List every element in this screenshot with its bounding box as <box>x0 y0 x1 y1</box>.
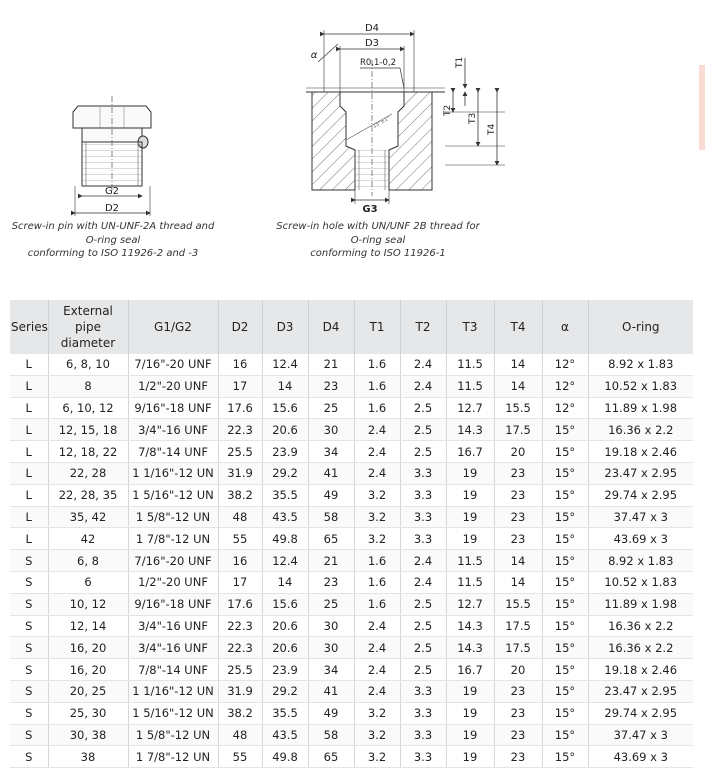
dim-label: G2 <box>104 186 120 197</box>
table-cell: 15.5 <box>494 593 542 615</box>
table-cell: 16.36 x 2.2 <box>588 615 693 637</box>
table-cell: 38 <box>48 746 128 768</box>
column-header: T2 <box>400 300 446 354</box>
table-cell: 23 <box>494 724 542 746</box>
table-cell: 12, 18, 22 <box>48 441 128 463</box>
table-cell: 15° <box>542 746 588 768</box>
table-cell: S <box>10 637 48 659</box>
table-cell: 48 <box>218 724 262 746</box>
table-cell: 49 <box>308 484 354 506</box>
table-cell: 1 7/8"-12 UN <box>128 528 218 550</box>
table-cell: L <box>10 484 48 506</box>
table-cell: 12° <box>542 397 588 419</box>
hole-caption <box>268 220 488 261</box>
table-cell: 19 <box>446 462 494 484</box>
table-cell: S <box>10 746 48 768</box>
table-cell: 3.2 <box>354 506 400 528</box>
table-cell: 3/4"-16 UNF <box>128 419 218 441</box>
table-cell: 23 <box>494 528 542 550</box>
table-cell: 14.3 <box>446 615 494 637</box>
table-cell: 12° <box>542 354 588 375</box>
table-cell: 43.69 x 3 <box>588 528 693 550</box>
table-cell: 34 <box>308 659 354 681</box>
table-cell: S <box>10 571 48 593</box>
table-cell: 20.6 <box>262 637 308 659</box>
table-cell: 8.92 x 1.83 <box>588 354 693 375</box>
table-cell: 15° <box>542 441 588 463</box>
table-cell: 1 1/16"-12 UN <box>128 462 218 484</box>
table-cell: 15° <box>542 550 588 572</box>
table-cell: 23.47 x 2.95 <box>588 462 693 484</box>
dim-label: 15°±1° <box>372 115 392 130</box>
table-cell: 11.89 x 1.98 <box>588 397 693 419</box>
table-cell: 43.5 <box>262 724 308 746</box>
table-cell: 31.9 <box>218 462 262 484</box>
table-cell: 58 <box>308 506 354 528</box>
table-cell: 12, 15, 18 <box>48 419 128 441</box>
table-cell: 25, 30 <box>48 702 128 724</box>
table-cell: 17.6 <box>218 397 262 419</box>
table-cell: 19 <box>446 746 494 768</box>
table-row <box>10 637 693 659</box>
table-cell: 30 <box>308 615 354 637</box>
table-cell: 9/16"-18 UNF <box>128 397 218 419</box>
table-cell: 15° <box>542 484 588 506</box>
dim-label: D4 <box>364 23 380 34</box>
column-header: T1 <box>354 300 400 354</box>
table-cell: 3.2 <box>354 484 400 506</box>
table-cell: 10.52 x 1.83 <box>588 571 693 593</box>
table-cell: 2.4 <box>400 375 446 397</box>
table-cell: 29.2 <box>262 462 308 484</box>
table-cell: 43.69 x 3 <box>588 746 693 768</box>
table-cell: 1 5/8"-12 UN <box>128 724 218 746</box>
table-row <box>10 484 693 506</box>
table-cell: 29.74 x 2.95 <box>588 702 693 724</box>
table-cell: 17 <box>218 375 262 397</box>
table-cell: 35, 42 <box>48 506 128 528</box>
column-header: T4 <box>494 300 542 354</box>
table-cell: 1.6 <box>354 354 400 375</box>
table-cell: 22, 28 <box>48 462 128 484</box>
table-cell: 35.5 <box>262 484 308 506</box>
column-header: External pipe diameter <box>48 300 128 354</box>
table-cell: 15.6 <box>262 397 308 419</box>
table-cell: 3.3 <box>400 702 446 724</box>
screw-in-pin-drawing <box>73 96 151 216</box>
table-cell: 14.3 <box>446 419 494 441</box>
table-cell: 15° <box>542 571 588 593</box>
dimensions-table <box>10 300 693 768</box>
table-cell: 16.36 x 2.2 <box>588 637 693 659</box>
table-cell: 15° <box>542 615 588 637</box>
table-row <box>10 419 693 441</box>
table-cell: 16 <box>218 354 262 375</box>
table-cell: S <box>10 550 48 572</box>
caption-line: Screw-in pin with UN-UNF-2A thread and <box>11 221 215 232</box>
table-cell: 23 <box>494 680 542 702</box>
table-cell: 1.6 <box>354 397 400 419</box>
table-cell: S <box>10 702 48 724</box>
table-row <box>10 397 693 419</box>
table-cell: 7/8"-14 UNF <box>128 441 218 463</box>
table-cell: 16 <box>218 550 262 572</box>
table-cell: 17.5 <box>494 637 542 659</box>
table-cell: 1.6 <box>354 550 400 572</box>
table-row <box>10 746 693 768</box>
column-header: G1/G2 <box>128 300 218 354</box>
table-cell: L <box>10 419 48 441</box>
table-cell: 7/16"-20 UNF <box>128 550 218 572</box>
table-cell: 6, 10, 12 <box>48 397 128 419</box>
table-cell: 48 <box>218 506 262 528</box>
table-cell: 49.8 <box>262 746 308 768</box>
table-cell: 1/2"-20 UNF <box>128 571 218 593</box>
table-cell: 65 <box>308 746 354 768</box>
table-cell: 21 <box>308 550 354 572</box>
dim-label: T3 <box>468 112 478 124</box>
table-cell: 14.3 <box>446 637 494 659</box>
table-row <box>10 724 693 746</box>
table-cell: 15° <box>542 528 588 550</box>
table-cell: 3.2 <box>354 724 400 746</box>
table-row <box>10 528 693 550</box>
column-header: D3 <box>262 300 308 354</box>
table-cell: 2.4 <box>354 680 400 702</box>
edge-marker <box>699 65 705 150</box>
table-cell: 23 <box>494 462 542 484</box>
table-cell: 14 <box>494 375 542 397</box>
table-cell: S <box>10 680 48 702</box>
table-cell: 3.2 <box>354 746 400 768</box>
table-cell: 3/4"-16 UNF <box>128 615 218 637</box>
dim-label: T4 <box>487 123 497 135</box>
table-cell: 2.5 <box>400 397 446 419</box>
table-row <box>10 550 693 572</box>
table-cell: 2.4 <box>354 462 400 484</box>
table-cell: 11.5 <box>446 375 494 397</box>
table-cell: 11.5 <box>446 550 494 572</box>
table-cell: 1 5/8"-12 UN <box>128 506 218 528</box>
table-cell: 37.47 x 3 <box>588 724 693 746</box>
technical-drawings <box>0 0 705 295</box>
table-cell: 20.6 <box>262 419 308 441</box>
table-cell: 19 <box>446 506 494 528</box>
table-cell: 20.6 <box>262 615 308 637</box>
table-cell: 2.4 <box>354 637 400 659</box>
table-cell: 11.89 x 1.98 <box>588 593 693 615</box>
table-cell: 65 <box>308 528 354 550</box>
caption-line: conforming to ISO 11926-2 and -3 <box>27 248 199 259</box>
table-cell: 12.4 <box>262 550 308 572</box>
table-cell: 19 <box>446 702 494 724</box>
table-cell: 19 <box>446 484 494 506</box>
table-cell: 23 <box>494 746 542 768</box>
table-cell: 15° <box>542 637 588 659</box>
table-cell: 3.3 <box>400 746 446 768</box>
table-cell: 23 <box>494 702 542 724</box>
dim-label: D3 <box>364 38 380 49</box>
table-cell: 10, 12 <box>48 593 128 615</box>
table-cell: 42 <box>48 528 128 550</box>
table-cell: 1.6 <box>354 593 400 615</box>
table-cell: S <box>10 659 48 681</box>
table-cell: 8.92 x 1.83 <box>588 550 693 572</box>
table-cell: 2.5 <box>400 593 446 615</box>
table-cell: 2.5 <box>400 659 446 681</box>
table-cell: L <box>10 462 48 484</box>
caption-line: Screw-in hole with UN/UNF 2B thread for <box>276 221 480 232</box>
table-cell: 41 <box>308 462 354 484</box>
table-cell: 23 <box>494 484 542 506</box>
table-cell: 12, 14 <box>48 615 128 637</box>
dim-label: R0,1-0,2 <box>359 58 397 68</box>
table-cell: 2.5 <box>400 419 446 441</box>
table-cell: 22.3 <box>218 615 262 637</box>
table-cell: 10.52 x 1.83 <box>588 375 693 397</box>
caption-line: O-ring seal <box>350 234 406 246</box>
table-cell: 16, 20 <box>48 659 128 681</box>
table-cell: 15.6 <box>262 593 308 615</box>
table-cell: 14 <box>494 550 542 572</box>
dim-label: D2 <box>104 203 120 214</box>
table-row <box>10 506 693 528</box>
table-cell: 16.7 <box>446 441 494 463</box>
table-cell: 2.4 <box>354 615 400 637</box>
table-cell: 2.5 <box>400 637 446 659</box>
table-row <box>10 615 693 637</box>
table-cell: 23.9 <box>262 441 308 463</box>
table-cell: 1.6 <box>354 375 400 397</box>
table-cell: 1 7/8"-12 UN <box>128 746 218 768</box>
table-cell: 2.5 <box>400 441 446 463</box>
table-cell: 19 <box>446 724 494 746</box>
table-row <box>10 462 693 484</box>
table-cell: 25.5 <box>218 441 262 463</box>
table-cell: 23 <box>494 506 542 528</box>
table-cell: 11.5 <box>446 571 494 593</box>
table-cell: 3.3 <box>400 506 446 528</box>
table-cell: 15° <box>542 593 588 615</box>
table-cell: 23.47 x 2.95 <box>588 680 693 702</box>
table-cell: 31.9 <box>218 680 262 702</box>
table-cell: 49.8 <box>262 528 308 550</box>
table-cell: 9/16"-18 UNF <box>128 593 218 615</box>
table-cell: 22.3 <box>218 419 262 441</box>
table-cell: 19.18 x 2.46 <box>588 659 693 681</box>
dim-label: T1 <box>455 56 465 68</box>
table-cell: 3.2 <box>354 528 400 550</box>
table-cell: 29.74 x 2.95 <box>588 484 693 506</box>
table-cell: 17.5 <box>494 419 542 441</box>
table-cell: 3.3 <box>400 462 446 484</box>
caption-line: O-ring seal <box>85 234 141 246</box>
table-cell: 15° <box>542 702 588 724</box>
table-cell: 55 <box>218 746 262 768</box>
dim-label: G3 <box>362 204 378 215</box>
column-header: O-ring <box>588 300 693 354</box>
table-cell: 15° <box>542 724 588 746</box>
table-cell: L <box>10 441 48 463</box>
table-cell: 15° <box>542 419 588 441</box>
table-cell: 43.5 <box>262 506 308 528</box>
table-cell: 22.3 <box>218 637 262 659</box>
table-cell: 23 <box>308 571 354 593</box>
table-cell: 3.3 <box>400 528 446 550</box>
table-cell: 23.9 <box>262 659 308 681</box>
table-cell: 17.5 <box>494 615 542 637</box>
table-cell: 2.5 <box>400 615 446 637</box>
table-cell: 21 <box>308 354 354 375</box>
table-cell: L <box>10 528 48 550</box>
table-cell: L <box>10 506 48 528</box>
table-cell: 30, 38 <box>48 724 128 746</box>
table-row <box>10 593 693 615</box>
table-cell: 2.4 <box>354 441 400 463</box>
table-cell: 19 <box>446 528 494 550</box>
table-cell: 58 <box>308 724 354 746</box>
table-cell: 3/4"-16 UNF <box>128 637 218 659</box>
table-cell: 14 <box>494 571 542 593</box>
table-cell: 17 <box>218 571 262 593</box>
table-cell: 3.3 <box>400 680 446 702</box>
column-header: Series <box>10 300 48 354</box>
table-cell: 15° <box>542 506 588 528</box>
table-cell: 15° <box>542 659 588 681</box>
table-cell: 34 <box>308 441 354 463</box>
table-cell: 2.4 <box>354 659 400 681</box>
table-row <box>10 375 693 397</box>
table-cell: 1 1/16"-12 UN <box>128 680 218 702</box>
table-cell: 35.5 <box>262 702 308 724</box>
table-cell: 14 <box>494 354 542 375</box>
column-header: D2 <box>218 300 262 354</box>
table-cell: 16.36 x 2.2 <box>588 419 693 441</box>
table-cell: 19.18 x 2.46 <box>588 441 693 463</box>
table-cell: 12.7 <box>446 593 494 615</box>
table-cell: 2.4 <box>400 550 446 572</box>
table-cell: 30 <box>308 637 354 659</box>
table-row <box>10 702 693 724</box>
table-cell: 49 <box>308 702 354 724</box>
table-cell: 6 <box>48 571 128 593</box>
table-cell: 23 <box>308 375 354 397</box>
column-header: α <box>542 300 588 354</box>
table-cell: 6, 8 <box>48 550 128 572</box>
table-cell: 8 <box>48 375 128 397</box>
table-cell: 15° <box>542 680 588 702</box>
table-cell: 30 <box>308 419 354 441</box>
table-cell: 7/8"-14 UNF <box>128 659 218 681</box>
caption-line: conforming to ISO 11926-1 <box>310 248 446 259</box>
table-cell: 29.2 <box>262 680 308 702</box>
table-header-row <box>10 300 693 354</box>
table-cell: 3.2 <box>354 702 400 724</box>
table-cell: 2.4 <box>400 571 446 593</box>
table-cell: 19 <box>446 680 494 702</box>
table-cell: 1.6 <box>354 571 400 593</box>
table-cell: 25 <box>308 397 354 419</box>
table-cell: L <box>10 354 48 375</box>
table-cell: 38.2 <box>218 702 262 724</box>
table-cell: 38.2 <box>218 484 262 506</box>
table-cell: 20 <box>494 441 542 463</box>
table-cell: 14 <box>262 375 308 397</box>
table-cell: L <box>10 375 48 397</box>
table-cell: 25.5 <box>218 659 262 681</box>
table-cell: S <box>10 593 48 615</box>
table-row <box>10 354 693 375</box>
table-cell: 20, 25 <box>48 680 128 702</box>
table-row <box>10 571 693 593</box>
pin-caption <box>8 220 218 261</box>
column-header: D4 <box>308 300 354 354</box>
table-row <box>10 680 693 702</box>
table-cell: 12.7 <box>446 397 494 419</box>
table-cell: S <box>10 724 48 746</box>
table-cell: 25 <box>308 593 354 615</box>
table-cell: 1 5/16"-12 UN <box>128 702 218 724</box>
table-row <box>10 441 693 463</box>
table-cell: 2.4 <box>354 419 400 441</box>
table-cell: 15° <box>542 462 588 484</box>
table-cell: 16.7 <box>446 659 494 681</box>
dim-label: α <box>310 50 318 61</box>
table-cell: 55 <box>218 528 262 550</box>
table-cell: 22, 28, 35 <box>48 484 128 506</box>
table-cell: 15.5 <box>494 397 542 419</box>
table-cell: 1 5/16"-12 UN <box>128 484 218 506</box>
table-cell: 12° <box>542 375 588 397</box>
table-cell: 3.3 <box>400 724 446 746</box>
table-cell: 11.5 <box>446 354 494 375</box>
table-cell: 7/16"-20 UNF <box>128 354 218 375</box>
table-cell: 20 <box>494 659 542 681</box>
table-cell: 16, 20 <box>48 637 128 659</box>
table-cell: 3.3 <box>400 484 446 506</box>
table-cell: 17.6 <box>218 593 262 615</box>
table-cell: 2.4 <box>400 354 446 375</box>
table-cell: 6, 8, 10 <box>48 354 128 375</box>
table-cell: 12.4 <box>262 354 308 375</box>
table-cell: 1/2"-20 UNF <box>128 375 218 397</box>
table-cell: 14 <box>262 571 308 593</box>
table-cell: S <box>10 615 48 637</box>
column-header: T3 <box>446 300 494 354</box>
table-cell: 37.47 x 3 <box>588 506 693 528</box>
table-row <box>10 659 693 681</box>
table-cell: 41 <box>308 680 354 702</box>
table-body <box>10 354 693 768</box>
dim-label: T2 <box>443 104 453 116</box>
table-cell: L <box>10 397 48 419</box>
